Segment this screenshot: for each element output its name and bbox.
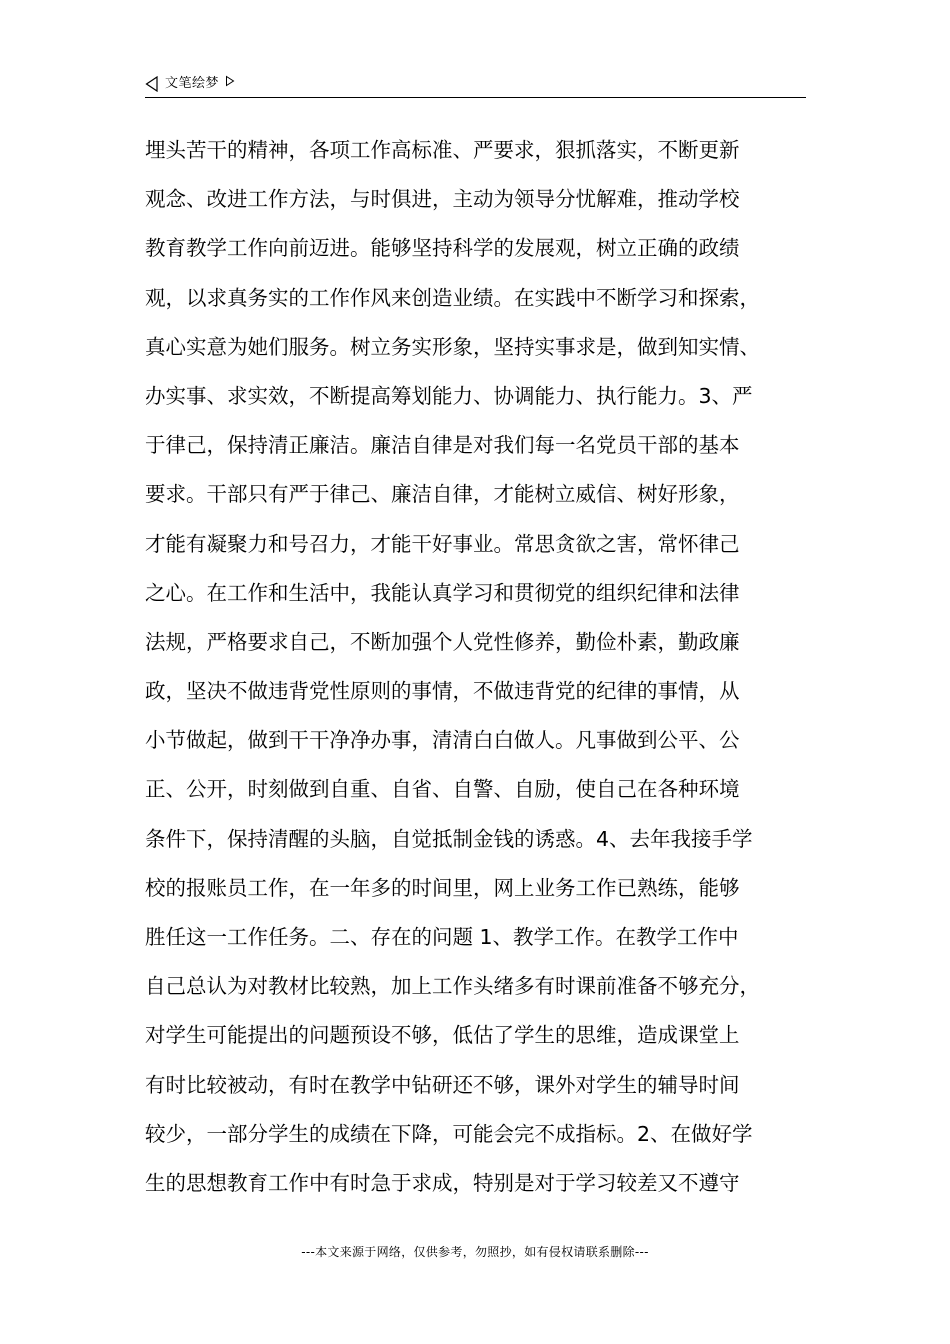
triangle-left-icon <box>145 76 159 92</box>
text-line: 胜任这一工作任务。二、存在的问题 1、教学工作。在教学工作中 <box>145 925 739 949</box>
text-line: 自己总认为对教材比较熟，加上工作头绪多有时课前准备不够充分， <box>145 974 760 999</box>
text-line: 对学生可能提出的问题预设不够，低估了学生的思维，造成课堂上 <box>145 1023 740 1048</box>
page-header <box>145 72 235 96</box>
text-line: 正、公开，时刻做到自重、自省、自警、自励，使自己在各种环境 <box>145 777 740 802</box>
text-line: 有时比较被动，有时在教学中钻研还不够，课外对学生的辅导时间 <box>145 1072 740 1097</box>
text-line: 才能有凝聚力和号召力，才能干好事业。常思贪欲之害，常怀律己 <box>145 531 740 556</box>
text-line: 教育教学工作向前迈进。能够坚持科学的发展观，树立正确的政绩 <box>145 236 740 261</box>
text-line: 真心实意为她们服务。树立务实形象，坚持实事求是，做到知实情、 <box>145 334 760 359</box>
text-line: 埋头苦干的精神，各项工作高标准、严要求，狠抓落实，不断更新 <box>145 138 740 162</box>
text-line: 法规，严格要求自己，不断加强个人党性修养，勤俭朴素，勤政廉 <box>145 629 740 654</box>
text-line: 之心。在工作和生活中，我能认真学习和贯彻党的组织纪律和法律 <box>145 580 740 605</box>
text-line: 观，以求真务实的工作作风来创造业绩。在实践中不断学习和探索， <box>145 285 760 310</box>
text-line: 要求。干部只有严于律己、廉洁自律，才能树立威信、树好形象， <box>145 482 740 507</box>
text-line: 于律己，保持清正廉洁。廉洁自律是对我们每一名党员干部的基本 <box>145 433 740 458</box>
text-line: 观念、改进工作方法，与时俱进，主动为领导分忧解难，推动学校 <box>145 187 740 212</box>
text-line: 小节做起，做到干干净净办事，清清白白做人。凡事做到公平、公 <box>145 728 740 753</box>
header-divider <box>145 97 806 98</box>
footer-disclaimer: ---本文来源于网络，仅供参考，勿照抄，如有侵权请联系删除--- <box>301 1245 649 1259</box>
text-line: 办实事、求实效，不断提高筹划能力、协调能力、执行能力。3、严 <box>145 383 753 408</box>
text-line: 政，坚决不做违背党性原则的事情，不做违背党的纪律的事情，从 <box>145 679 740 704</box>
triangle-right-icon <box>225 75 235 87</box>
text-line: 生的思想教育工作中有时急于求成，特别是对于学习较差又不遵守 <box>145 1170 740 1195</box>
text-line: 较少，一部分学生的成绩在下降，可能会完不成指标。2、在做好学 <box>145 1121 753 1146</box>
body-text <box>145 126 815 1208</box>
text-line: 条件下，保持清醒的头脑，自觉抵制金钱的诱惑。4、去年我接手学 <box>145 826 753 851</box>
header-title: 文笔绘梦 <box>165 76 220 91</box>
text-line: 校的报账员工作，在一年多的时间里，网上业务工作已熟练，能够 <box>145 875 740 900</box>
